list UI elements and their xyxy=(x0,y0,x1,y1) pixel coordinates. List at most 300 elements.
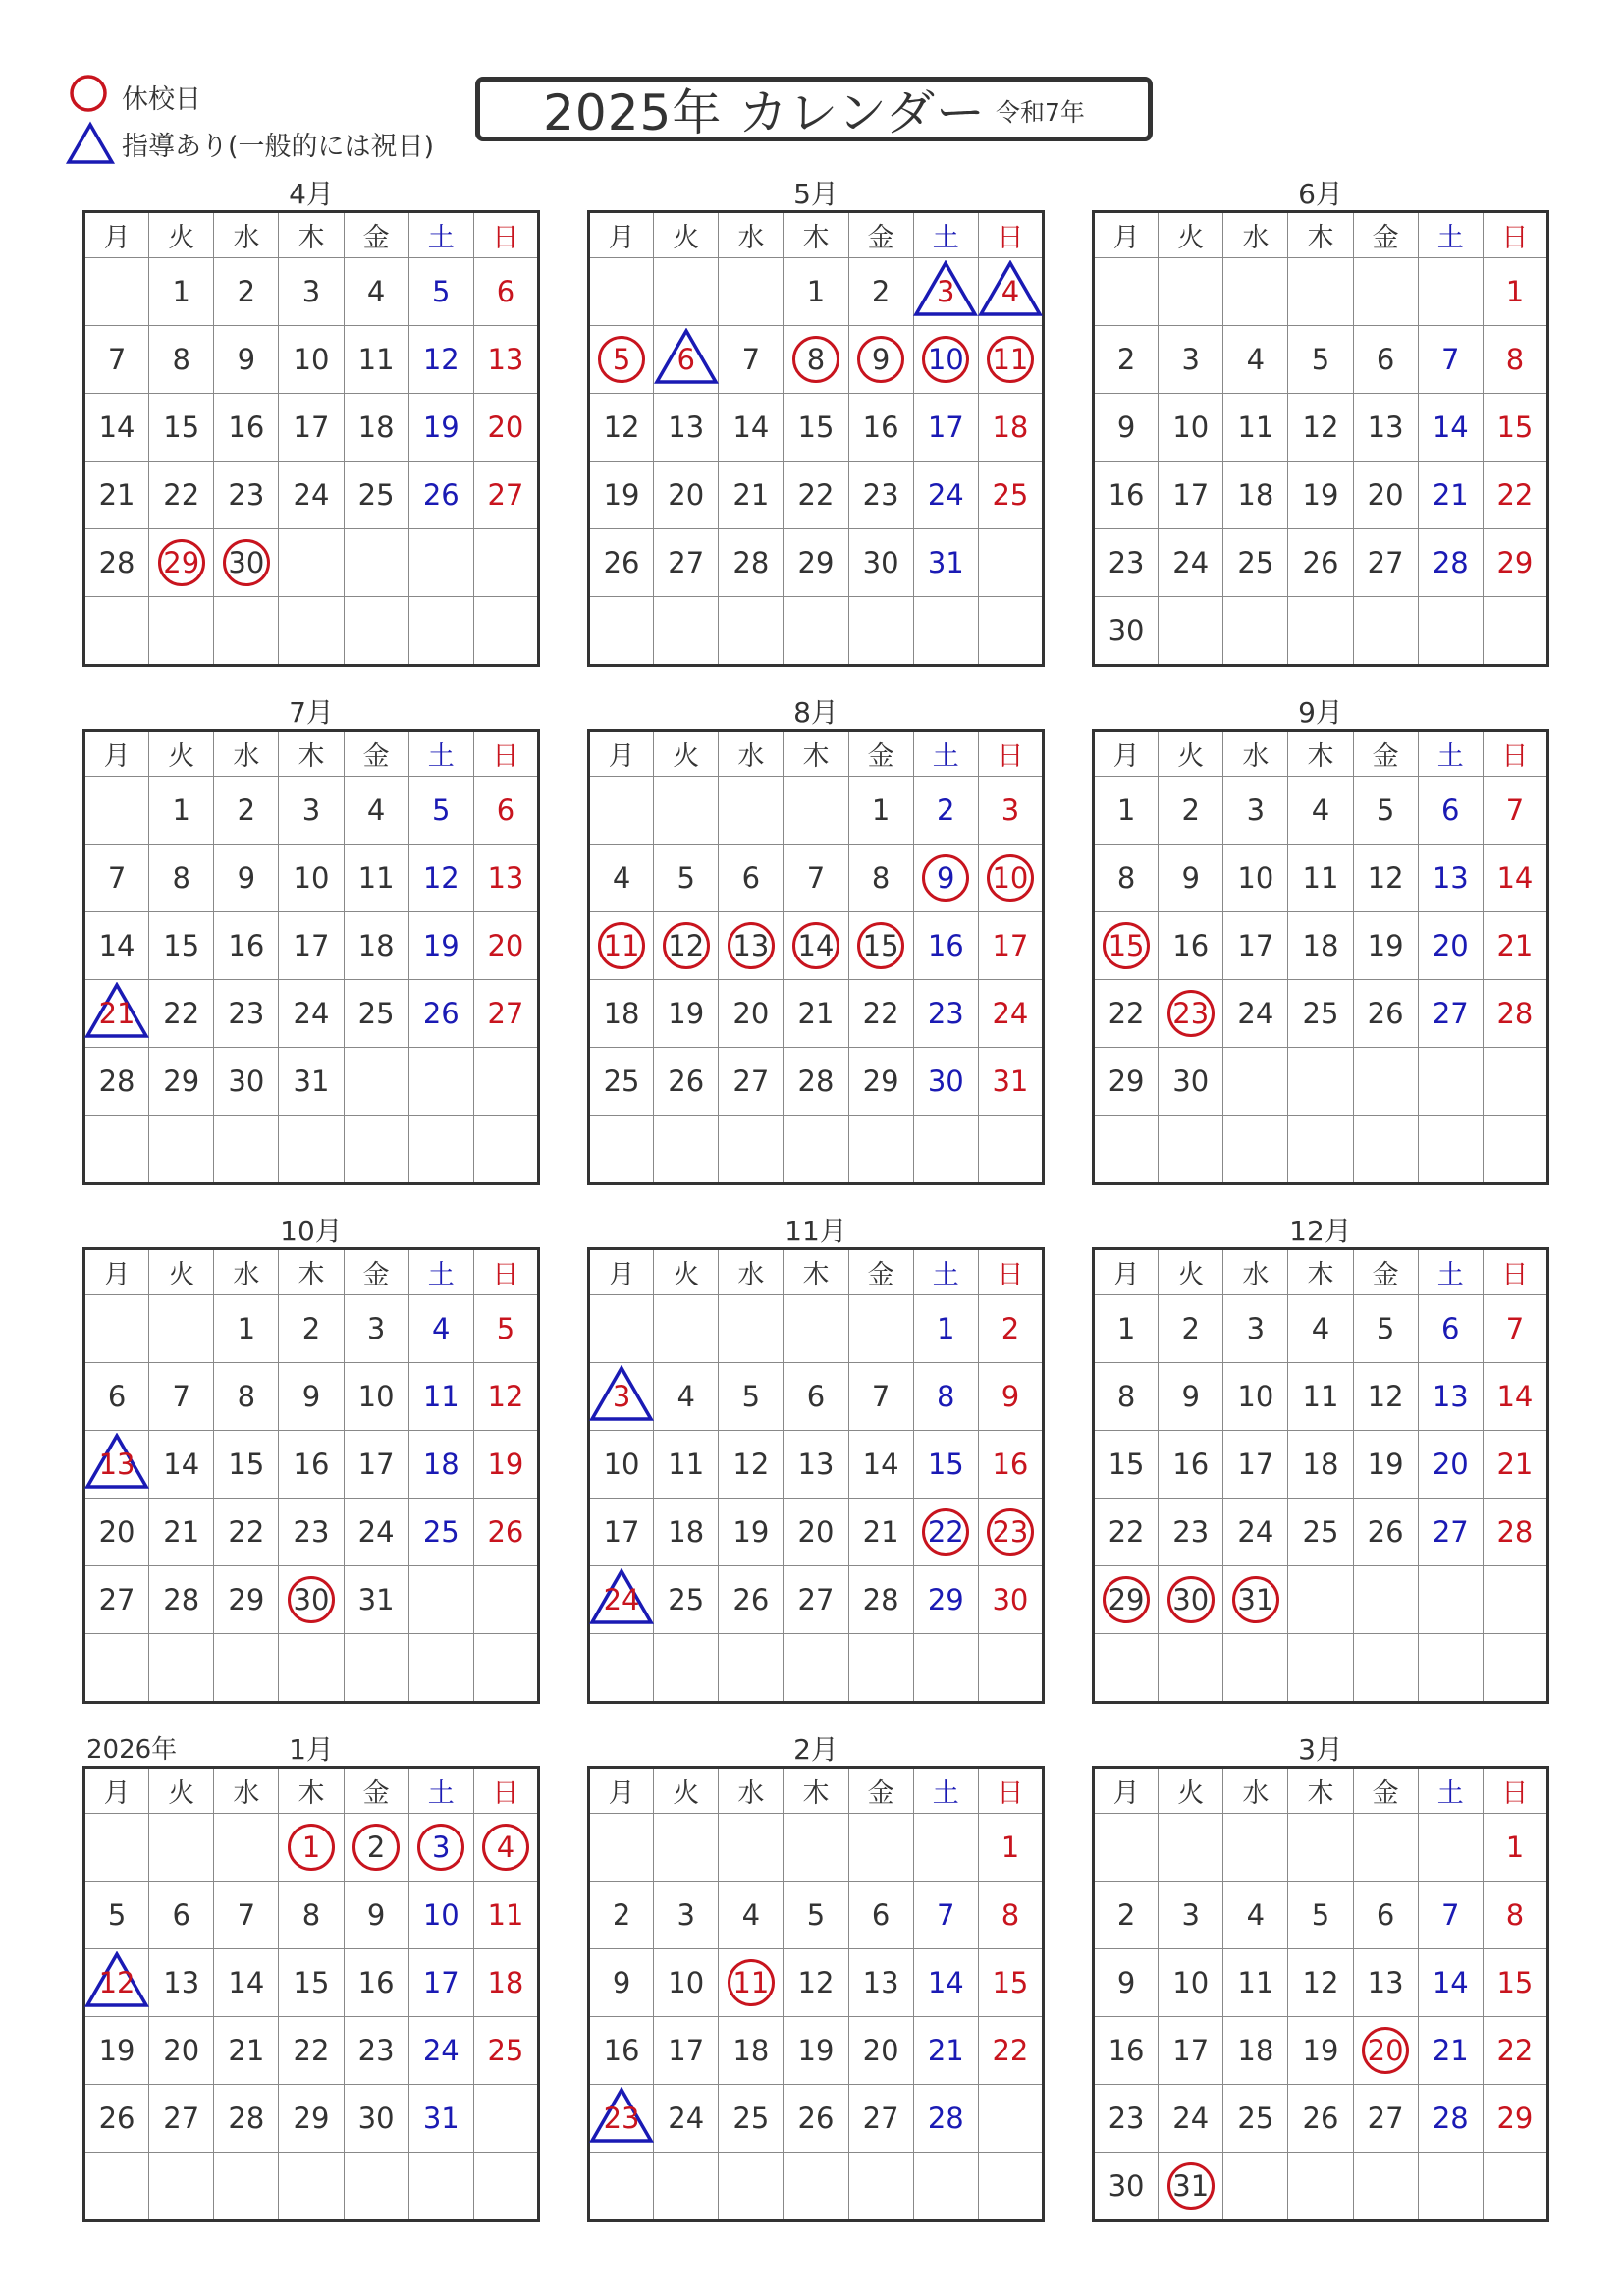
day-number: 13 xyxy=(732,929,770,962)
day-number: 10 xyxy=(357,1380,395,1413)
day-cell xyxy=(214,462,279,529)
day-number: 22 xyxy=(1496,478,1534,512)
day-cell xyxy=(149,394,214,462)
day-cell xyxy=(719,1431,784,1499)
weekday-header: 土 xyxy=(408,731,473,777)
day-number: 30 xyxy=(1108,2169,1145,2203)
day-number: 22 xyxy=(1108,997,1145,1030)
day-cell xyxy=(1418,1499,1483,1566)
weekday-header: 木 xyxy=(784,212,848,258)
day-cell xyxy=(848,597,913,666)
day-cell xyxy=(149,529,214,597)
day-cell xyxy=(1288,258,1353,326)
day-cell xyxy=(1353,529,1418,597)
day-number: 19 xyxy=(422,929,460,962)
day-cell xyxy=(344,777,408,845)
day-cell xyxy=(719,777,784,845)
weekday-header: 火 xyxy=(1159,731,1223,777)
day-number: 6 xyxy=(806,1380,826,1413)
day-number: 12 xyxy=(422,343,460,376)
weekday-header: 月 xyxy=(589,1249,654,1295)
day-number: 10 xyxy=(927,343,964,376)
day-cell xyxy=(1353,1882,1418,1949)
weekday-header: 日 xyxy=(978,1768,1043,1814)
day-number: 27 xyxy=(797,1583,835,1616)
day-number: 12 xyxy=(1302,1966,1339,1999)
day-cell xyxy=(1418,777,1483,845)
day-cell xyxy=(1483,1566,1547,1634)
day-number: 30 xyxy=(1108,614,1145,647)
weekday-header: 月 xyxy=(1094,731,1159,777)
day-number: 14 xyxy=(797,929,835,962)
day-number: 28 xyxy=(163,1583,200,1616)
day-cell xyxy=(1223,1566,1288,1634)
day-cell xyxy=(1483,1048,1547,1116)
day-cell xyxy=(473,2085,538,2153)
day-cell xyxy=(214,1566,279,1634)
day-cell xyxy=(84,2017,149,2085)
day-number: 5 xyxy=(432,275,451,308)
day-cell xyxy=(473,1048,538,1116)
day-number: 25 xyxy=(487,2034,524,2067)
weekday-header: 木 xyxy=(279,731,344,777)
day-cell xyxy=(1094,2085,1159,2153)
calendar-table xyxy=(1092,1766,1549,2222)
day-cell xyxy=(1094,980,1159,1048)
day-number: 8 xyxy=(937,1380,955,1413)
day-cell xyxy=(473,1363,538,1431)
month-name: 6月 xyxy=(1298,178,1343,210)
day-cell xyxy=(84,1814,149,1882)
day-number: 4 xyxy=(366,275,386,308)
day-cell xyxy=(1418,1566,1483,1634)
day-number: 27 xyxy=(732,1065,770,1098)
day-number: 31 xyxy=(293,1065,330,1098)
day-cell xyxy=(149,1116,214,1184)
day-number: 13 xyxy=(487,861,524,895)
day-number: 22 xyxy=(1496,2034,1534,2067)
day-number: 6 xyxy=(107,1380,127,1413)
day-number: 23 xyxy=(1172,1515,1210,1549)
day-number: 24 xyxy=(1237,997,1274,1030)
day-cell xyxy=(84,1949,149,2017)
day-cell xyxy=(1288,597,1353,666)
day-cell xyxy=(784,1634,848,1703)
day-number: 20 xyxy=(1432,929,1469,962)
day-number: 26 xyxy=(98,2102,135,2135)
month-label xyxy=(1092,685,1549,729)
day-cell xyxy=(84,1431,149,1499)
day-cell xyxy=(654,845,719,912)
day-number: 2 xyxy=(1181,793,1200,827)
day-number: 23 xyxy=(293,1515,330,1549)
day-cell xyxy=(784,394,848,462)
day-number: 21 xyxy=(797,997,835,1030)
day-cell xyxy=(784,326,848,394)
day-cell xyxy=(1094,1499,1159,1566)
day-number: 7 xyxy=(871,1380,891,1413)
day-number: 18 xyxy=(992,410,1029,444)
day-cell xyxy=(1094,1048,1159,1116)
weekday-header: 日 xyxy=(978,731,1043,777)
day-cell xyxy=(978,529,1043,597)
day-cell xyxy=(1288,1363,1353,1431)
day-number: 11 xyxy=(668,1448,705,1481)
day-cell xyxy=(149,1048,214,1116)
day-cell xyxy=(1353,777,1418,845)
day-number: 15 xyxy=(293,1966,330,1999)
day-cell xyxy=(1159,1882,1223,1949)
weekday-header: 水 xyxy=(1223,731,1288,777)
day-cell xyxy=(344,1363,408,1431)
day-number: 13 xyxy=(1367,410,1404,444)
day-number: 29 xyxy=(293,2102,330,2135)
day-cell xyxy=(589,2017,654,2085)
day-cell xyxy=(1483,529,1547,597)
day-cell xyxy=(84,1295,149,1363)
day-number: 4 xyxy=(1311,793,1330,827)
day-number: 17 xyxy=(1172,478,1210,512)
day-cell xyxy=(344,326,408,394)
day-number: 7 xyxy=(1441,1898,1460,1932)
day-cell xyxy=(279,1949,344,2017)
day-cell xyxy=(149,258,214,326)
day-cell xyxy=(408,2085,473,2153)
day-number: 16 xyxy=(927,929,964,962)
calendar-table xyxy=(82,1247,540,1704)
day-number: 7 xyxy=(1505,1312,1525,1345)
day-cell xyxy=(1288,1116,1353,1184)
day-number: 6 xyxy=(1441,793,1460,827)
day-number: 26 xyxy=(603,546,640,579)
day-number: 16 xyxy=(1108,478,1145,512)
day-number: 4 xyxy=(1311,1312,1330,1345)
day-cell xyxy=(1418,845,1483,912)
day-cell xyxy=(719,529,784,597)
day-cell xyxy=(1353,912,1418,980)
day-cell xyxy=(978,1882,1043,1949)
day-cell xyxy=(1288,1814,1353,1882)
day-number: 12 xyxy=(732,1448,770,1481)
day-cell xyxy=(589,980,654,1048)
day-cell xyxy=(978,394,1043,462)
weekday-header: 月 xyxy=(589,212,654,258)
day-cell xyxy=(978,2017,1043,2085)
day-number: 16 xyxy=(603,2034,640,2067)
day-cell xyxy=(408,1499,473,1566)
day-number: 18 xyxy=(1237,478,1274,512)
day-cell xyxy=(214,326,279,394)
day-cell xyxy=(1094,2153,1159,2221)
day-cell xyxy=(978,2085,1043,2153)
day-number: 6 xyxy=(1376,1898,1395,1932)
month-2 xyxy=(587,167,1045,667)
day-cell xyxy=(1418,912,1483,980)
weekday-header: 土 xyxy=(1418,1249,1483,1295)
weekday-header: 日 xyxy=(1483,1249,1547,1295)
day-number: 16 xyxy=(228,410,265,444)
day-number: 13 xyxy=(1367,1966,1404,1999)
weekday-header: 水 xyxy=(719,1768,784,1814)
weekday-header: 土 xyxy=(408,1768,473,1814)
day-cell xyxy=(344,980,408,1048)
day-cell xyxy=(913,1431,978,1499)
day-cell xyxy=(1094,777,1159,845)
day-number: 5 xyxy=(806,1898,826,1932)
day-number: 9 xyxy=(937,861,955,895)
day-number: 26 xyxy=(1367,1515,1404,1549)
day-number: 30 xyxy=(862,546,899,579)
day-number: 15 xyxy=(1496,410,1534,444)
month-name: 10月 xyxy=(280,1215,343,1247)
day-cell xyxy=(978,1499,1043,1566)
day-cell xyxy=(1288,1566,1353,1634)
day-number: 11 xyxy=(357,861,395,895)
weekday-header: 金 xyxy=(344,731,408,777)
day-cell xyxy=(1353,258,1418,326)
day-cell xyxy=(1288,1949,1353,2017)
day-cell xyxy=(1418,258,1483,326)
month-label xyxy=(587,1722,1045,1766)
weekday-header: 金 xyxy=(848,1768,913,1814)
day-cell xyxy=(1418,326,1483,394)
month-label xyxy=(1092,1204,1549,1247)
day-cell xyxy=(84,1116,149,1184)
day-cell xyxy=(1223,1814,1288,1882)
day-cell xyxy=(1223,1882,1288,1949)
day-cell xyxy=(978,1566,1043,1634)
day-cell xyxy=(913,777,978,845)
day-cell xyxy=(1483,2085,1547,2153)
day-cell xyxy=(1159,258,1223,326)
day-number: 18 xyxy=(668,1515,705,1549)
day-cell xyxy=(408,1431,473,1499)
day-cell xyxy=(344,1499,408,1566)
day-cell xyxy=(589,258,654,326)
day-number: 17 xyxy=(422,1966,460,1999)
day-number: 18 xyxy=(1302,929,1339,962)
day-cell xyxy=(848,394,913,462)
day-number: 21 xyxy=(732,478,770,512)
day-cell xyxy=(1223,1363,1288,1431)
day-cell xyxy=(654,1048,719,1116)
day-cell xyxy=(344,258,408,326)
day-cell xyxy=(1353,845,1418,912)
day-number: 3 xyxy=(1001,793,1020,827)
day-cell xyxy=(344,1949,408,2017)
weekday-header: 木 xyxy=(784,1249,848,1295)
month-9 xyxy=(1092,1204,1549,1704)
day-cell xyxy=(913,462,978,529)
day-cell xyxy=(473,1116,538,1184)
day-cell xyxy=(1418,394,1483,462)
day-cell xyxy=(408,1814,473,1882)
day-cell xyxy=(344,2085,408,2153)
day-cell xyxy=(344,1814,408,1882)
day-number: 2 xyxy=(301,1312,321,1345)
day-number: 7 xyxy=(107,343,127,376)
day-number: 19 xyxy=(797,2034,835,2067)
day-cell xyxy=(654,1566,719,1634)
day-number: 21 xyxy=(1432,2034,1469,2067)
day-cell xyxy=(279,1431,344,1499)
day-number: 17 xyxy=(603,1515,640,1549)
day-number: 10 xyxy=(1237,1380,1274,1413)
day-cell xyxy=(408,1048,473,1116)
title-era: 令和7年 xyxy=(995,98,1085,127)
day-number: 25 xyxy=(357,997,395,1030)
day-cell xyxy=(1483,258,1547,326)
weekday-header: 水 xyxy=(1223,1249,1288,1295)
day-cell xyxy=(1159,1634,1223,1703)
day-cell xyxy=(214,1814,279,1882)
day-cell xyxy=(654,326,719,394)
day-cell xyxy=(1483,1634,1547,1703)
day-cell xyxy=(344,845,408,912)
day-number: 16 xyxy=(1172,929,1210,962)
weekday-header: 日 xyxy=(1483,212,1547,258)
weekday-header: 火 xyxy=(1159,1249,1223,1295)
weekday-header: 月 xyxy=(1094,212,1159,258)
day-cell xyxy=(913,980,978,1048)
day-number: 9 xyxy=(1181,1380,1200,1413)
day-cell xyxy=(344,1116,408,1184)
day-cell xyxy=(848,2153,913,2221)
day-cell xyxy=(214,2153,279,2221)
day-cell xyxy=(1353,1949,1418,2017)
day-cell xyxy=(978,912,1043,980)
day-cell xyxy=(84,1363,149,1431)
day-cell xyxy=(913,1116,978,1184)
day-number: 13 xyxy=(487,343,524,376)
day-number: 8 xyxy=(301,1898,321,1932)
legend-guidance-label: 指導あり(一般的には祝日) xyxy=(122,131,435,162)
day-cell xyxy=(719,1949,784,2017)
day-number: 8 xyxy=(1505,343,1525,376)
day-cell xyxy=(654,1363,719,1431)
day-number: 17 xyxy=(293,929,330,962)
day-cell xyxy=(589,394,654,462)
day-number: 3 xyxy=(301,275,321,308)
day-cell xyxy=(913,912,978,980)
day-cell xyxy=(1418,1882,1483,1949)
day-cell xyxy=(214,394,279,462)
day-number: 28 xyxy=(797,1065,835,1098)
weekday-header: 土 xyxy=(1418,731,1483,777)
day-number: 27 xyxy=(487,997,524,1030)
day-cell xyxy=(408,980,473,1048)
day-cell xyxy=(719,2017,784,2085)
day-cell xyxy=(589,1634,654,1703)
day-number: 19 xyxy=(1367,1448,1404,1481)
day-cell xyxy=(589,597,654,666)
day-number: 11 xyxy=(357,343,395,376)
day-number: 4 xyxy=(612,861,631,895)
day-number: 25 xyxy=(357,478,395,512)
day-number: 5 xyxy=(496,1312,515,1345)
day-number: 26 xyxy=(487,1515,524,1549)
day-cell xyxy=(1159,980,1223,1048)
day-number: 5 xyxy=(107,1898,127,1932)
day-cell xyxy=(149,2017,214,2085)
day-cell xyxy=(848,2085,913,2153)
day-cell xyxy=(473,845,538,912)
day-cell xyxy=(1418,1116,1483,1184)
day-cell xyxy=(214,1431,279,1499)
day-number: 18 xyxy=(1302,1448,1339,1481)
day-number: 19 xyxy=(1302,2034,1339,2067)
weekday-header: 金 xyxy=(344,1768,408,1814)
day-cell xyxy=(1353,597,1418,666)
day-number: 21 xyxy=(927,2034,964,2067)
day-number: 26 xyxy=(422,997,460,1030)
day-number: 6 xyxy=(496,793,515,827)
day-cell xyxy=(279,1363,344,1431)
day-cell xyxy=(784,980,848,1048)
day-cell xyxy=(1418,2153,1483,2221)
day-number: 25 xyxy=(992,478,1029,512)
day-number: 2 xyxy=(871,275,891,308)
day-cell xyxy=(84,845,149,912)
day-cell xyxy=(978,326,1043,394)
month-label xyxy=(82,1722,540,1766)
weekday-header: 土 xyxy=(408,1249,473,1295)
day-number: 27 xyxy=(487,478,524,512)
day-cell xyxy=(848,1499,913,1566)
day-cell xyxy=(719,1048,784,1116)
day-cell xyxy=(1418,2085,1483,2153)
day-cell xyxy=(344,529,408,597)
day-cell xyxy=(1223,1048,1288,1116)
day-number: 17 xyxy=(1172,2034,1210,2067)
day-cell xyxy=(408,326,473,394)
legend-closed-label: 休校日 xyxy=(122,83,201,115)
day-number: 10 xyxy=(668,1966,705,1999)
day-cell xyxy=(654,258,719,326)
day-cell xyxy=(978,597,1043,666)
day-cell xyxy=(978,1431,1043,1499)
day-number: 11 xyxy=(1302,861,1339,895)
day-cell xyxy=(784,2085,848,2153)
day-number: 16 xyxy=(862,410,899,444)
weekday-header: 日 xyxy=(978,212,1043,258)
day-cell xyxy=(1159,1295,1223,1363)
day-number: 29 xyxy=(163,1065,200,1098)
month-name: 7月 xyxy=(289,696,334,729)
day-cell xyxy=(589,529,654,597)
weekday-header: 木 xyxy=(1288,1768,1353,1814)
day-number: 9 xyxy=(237,343,256,376)
day-cell xyxy=(1288,2153,1353,2221)
day-number: 25 xyxy=(1237,546,1274,579)
day-cell xyxy=(589,462,654,529)
month-name: 1月 xyxy=(289,1733,334,1766)
day-cell xyxy=(784,529,848,597)
day-cell xyxy=(84,1566,149,1634)
day-cell xyxy=(848,912,913,980)
day-cell xyxy=(279,1295,344,1363)
day-cell xyxy=(654,1295,719,1363)
day-cell xyxy=(1159,1814,1223,1882)
day-number: 15 xyxy=(163,410,200,444)
day-number: 16 xyxy=(228,929,265,962)
calendar-table xyxy=(1092,210,1549,667)
weekday-header: 火 xyxy=(654,1249,719,1295)
weekday-header: 金 xyxy=(1353,731,1418,777)
day-cell xyxy=(408,1949,473,2017)
day-cell xyxy=(1288,1048,1353,1116)
day-number: 2 xyxy=(237,793,256,827)
